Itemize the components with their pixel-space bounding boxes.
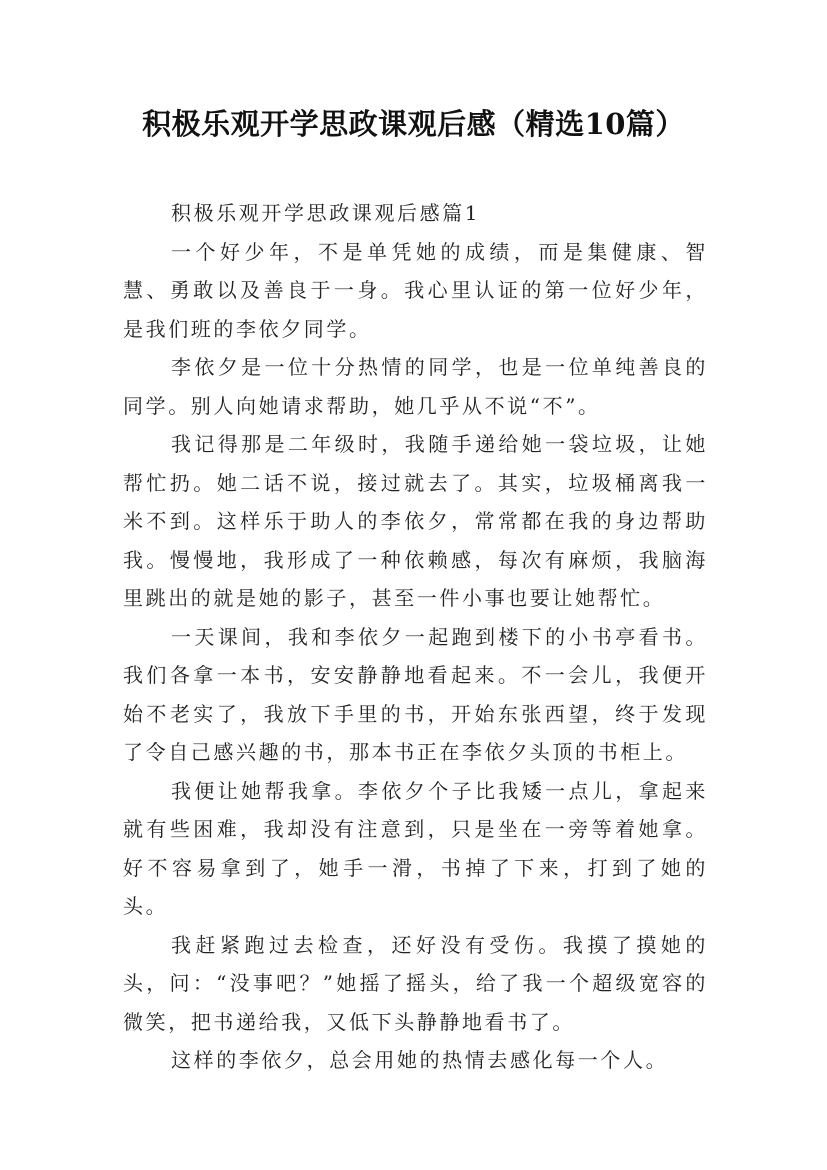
paragraph: 一个好少年，不是单凭她的成绩，而是集健康、智慧、勇敢以及善良于一身。我心里认证的第一位好少年，是我们班的李依夕同学。 <box>123 239 708 341</box>
section-heading: 积极乐观开学思政课观后感篇1 <box>171 201 481 225</box>
paragraph: 李依夕是一位十分热情的同学，也是一位单纯善良的同学。别人向她请求帮助，她几乎从不说“不”。 <box>123 355 708 418</box>
paragraph: 我便让她帮我拿。李依夕个子比我矮一点儿，拿起来就有些困难，我却没有注意到，只是坐在一旁等着她拿。好不容易拿到了，她手一滑，书掉了下来，打到了她的头。 <box>123 778 708 918</box>
paragraph: 一天课间，我和李依夕一起跑到楼下的小书亭看书。我们各拿一本书，安安静静地看起来。不一会儿，我便开始不老实了，我放下手里的书，开始东张西望，终于发现了令自己感兴趣的书，那本书正在李依夕头顶的书柜上。 <box>123 624 708 764</box>
paragraph: 我记得那是二年级时，我随手递给她一袋垃圾，让她帮忙扔。她二话不说，接过就去了。其实，垃圾桶离我一米不到。这样乐于助人的李依夕，常常都在我的身边帮助我。慢慢地，我形成了一种依赖感，每次有麻烦，我脑海里跳出的就是她的影子，甚至一件小事也要让她帮忙。 <box>123 432 708 610</box>
document-body <box>123 194 708 1080</box>
paragraph: 我赶紧跑过去检查，还好没有受伤。我摸了摸她的头，问：“没事吧？”她摇了摇头，给了我一个超级宽容的微笑，把书递给我，又低下头静静地看书了。 <box>123 932 708 1034</box>
document-title: 积极乐观开学思政课观后感（精选10篇） <box>142 107 685 141</box>
paragraph: 这样的李依夕，总会用她的热情去感化每一个人。 <box>171 1048 669 1072</box>
